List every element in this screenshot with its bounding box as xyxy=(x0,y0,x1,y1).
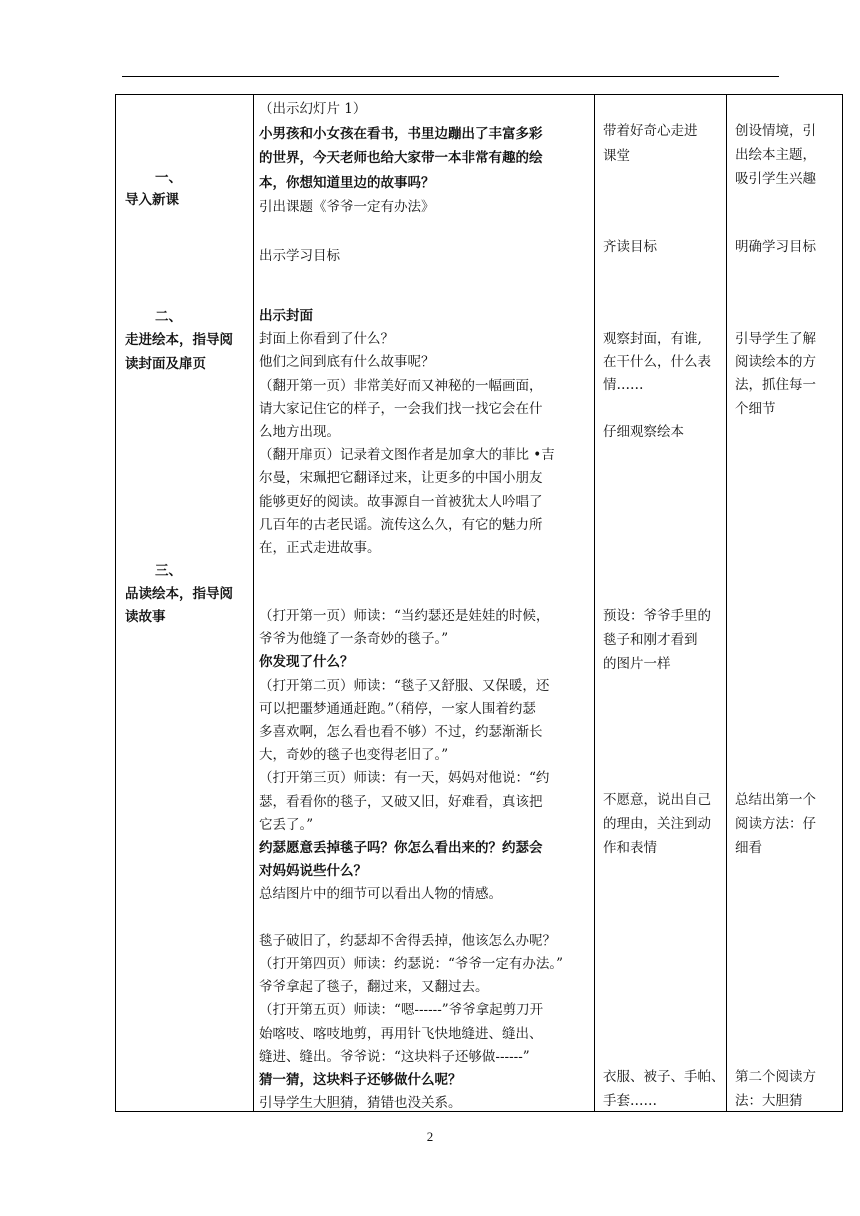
text-line: 阅读绘本的方 xyxy=(735,354,816,371)
text-line: 的理由，关注到动 xyxy=(603,816,711,832)
column-divider xyxy=(726,95,727,1111)
text-line: （打开第一页）师读：“当约瑟还是娃娃的时候， xyxy=(259,608,550,624)
text-line: 预设：爷爷手里的 xyxy=(603,608,711,624)
text-line: 的世界，今天老师也给大家带一本非常有趣的绘 xyxy=(259,150,543,166)
text-line: 几百年的古老民谣。流传这么久，有它的魅力所 xyxy=(259,516,543,533)
text-line: 法：大胆猜 xyxy=(735,1093,803,1109)
section-title: 品读绘本，指导阅 xyxy=(125,586,233,602)
text-line: 法，抓住每一 xyxy=(735,377,816,394)
text-line: （翻开第一页）非常美好而又神秘的一幅画面， xyxy=(259,377,543,394)
text-line: 在干什么，什么表 xyxy=(603,354,711,371)
text-line: 出示学习目标 xyxy=(259,248,340,264)
text-line: 你发现了什么？ xyxy=(259,654,354,671)
text-line: 尔曼，宋珮把它翻译过来，让更多的中国小朋友 xyxy=(259,470,543,487)
page-number: 2 xyxy=(426,1129,434,1144)
text-line: 毯子和刚才看到 xyxy=(603,632,698,648)
text-line: 情…… xyxy=(603,377,644,394)
text-line: （打开第四页）师读：约瑟说：“爷爷一定有办法。” xyxy=(259,956,564,972)
text-line: 衣服、被子、手帕、 xyxy=(603,1069,725,1085)
text-line: 总结图片中的细节可以看出人物的情感。 xyxy=(259,886,502,903)
text-line: 明确学习目标 xyxy=(735,239,816,255)
text-line: （打开第二页）师读：“毯子又舒服、又保暖，还 xyxy=(259,677,550,694)
text-line: 齐读目标 xyxy=(603,239,657,255)
text-line: 可以把噩梦通通赶跑。”（稍停，一家人围着约瑟 xyxy=(259,700,536,717)
text-line: 作和表情 xyxy=(603,840,657,856)
section-title: 读故事 xyxy=(125,609,166,625)
text-line: （打开第五页）师读：“嗯------”爷爷拿起剪刀开 xyxy=(259,1002,544,1019)
text-line: 多喜欢啊，怎么看也看不够）不过，约瑟渐渐长 xyxy=(259,724,543,740)
section-title: 三、 xyxy=(155,563,182,579)
text-line: 带着好奇心走进 xyxy=(603,123,698,139)
text-line: 约瑟愿意丢掉毯子吗？你怎么看出来的？约瑟会 xyxy=(259,840,543,856)
text-line: 观察封面，有谁, xyxy=(603,331,702,347)
text-line: 能够更好的阅读。故事源自一首被犹太人吟唱了 xyxy=(259,493,543,510)
text-line: 猜一猜，这块料子还够做什么呢？ xyxy=(259,1072,462,1088)
text-line: 第二个阅读方 xyxy=(735,1069,816,1085)
column-divider xyxy=(594,95,595,1111)
text-line: 爷爷拿起了毯子，翻过来，又翻过去。 xyxy=(259,979,489,996)
text-line: 阅读方法：仔 xyxy=(735,816,816,832)
text-line: 的图片一样 xyxy=(603,656,671,672)
text-line: 对妈妈说些什么？ xyxy=(259,863,367,880)
text-line: 不愿意，说出自己 xyxy=(603,792,711,808)
text-line: 总结出第一个 xyxy=(735,792,816,808)
text-line: （打开第三页）师读：有一天，妈妈对他说：“约 xyxy=(259,770,550,787)
text-line: 请大家记住它的样子，一会我们找一找它会在什 xyxy=(259,400,543,417)
section-title: 二、 xyxy=(155,309,182,325)
text-line: （翻开扉页）记录着文图作者是加拿大的菲比 •吉 xyxy=(259,447,555,464)
text-line: 他们之间到底有什么故事呢？ xyxy=(259,354,435,371)
text-line: 封面上你看到了什么？ xyxy=(259,331,394,348)
text-line: 个细节 xyxy=(735,400,776,417)
text-line: 大，奇妙的毯子也变得老旧了。” xyxy=(259,747,449,764)
text-line: 课堂 xyxy=(603,147,630,164)
text-line: 引导学生大胆猜，猜错也没关系。 xyxy=(259,1095,462,1112)
section-title: 读封面及扉页 xyxy=(125,356,206,372)
text-line: 仔细观察绘本 xyxy=(603,424,684,440)
text-line: 吸引学生兴趣 xyxy=(735,171,816,187)
section-title: 一、 xyxy=(155,170,182,186)
text-line: 它丢了。” xyxy=(259,816,314,833)
text-line: 本，你想知道里边的故事吗？ xyxy=(259,174,435,191)
text-line: 在，正式走进故事。 xyxy=(259,540,381,556)
text-line: 创设情境，引 xyxy=(735,123,816,139)
text-line: 引出课题《爷爷一定有办法》 xyxy=(259,199,435,215)
text-line: 毯子破旧了，约瑟却不舍得丢掉，他该怎么办呢？ xyxy=(259,932,556,949)
text-line: 细看 xyxy=(735,840,762,856)
text-line: （出示幻灯片 1） xyxy=(259,101,367,117)
header-rule xyxy=(122,76,779,77)
text-line: 爷爷为他缝了一条奇妙的毯子。” xyxy=(259,631,449,648)
text-line: 手套…… xyxy=(603,1093,657,1109)
text-line: 缝进、缝出。爷爷说：“这块料子还够做------” xyxy=(259,1048,530,1065)
text-line: 么地方出现。 xyxy=(259,424,340,440)
text-line: 出示封面 xyxy=(259,308,313,324)
section-title: 走进绘本，指导阅 xyxy=(125,332,233,348)
section-title: 导入新课 xyxy=(125,192,179,208)
text-line: 始喀吱、喀吱地剪，再用针飞快地缝进、缝出、 xyxy=(259,1025,543,1042)
column-divider xyxy=(253,95,254,1111)
text-line: 出绘本主题， xyxy=(735,147,816,163)
text-line: 小男孩和小女孩在看书，书里边蹦出了丰富多彩 xyxy=(259,125,543,142)
text-line: 瑟，看看你的毯子，又破又旧，好难看，真该把 xyxy=(259,793,543,810)
text-line: 引导学生了解 xyxy=(735,331,816,347)
